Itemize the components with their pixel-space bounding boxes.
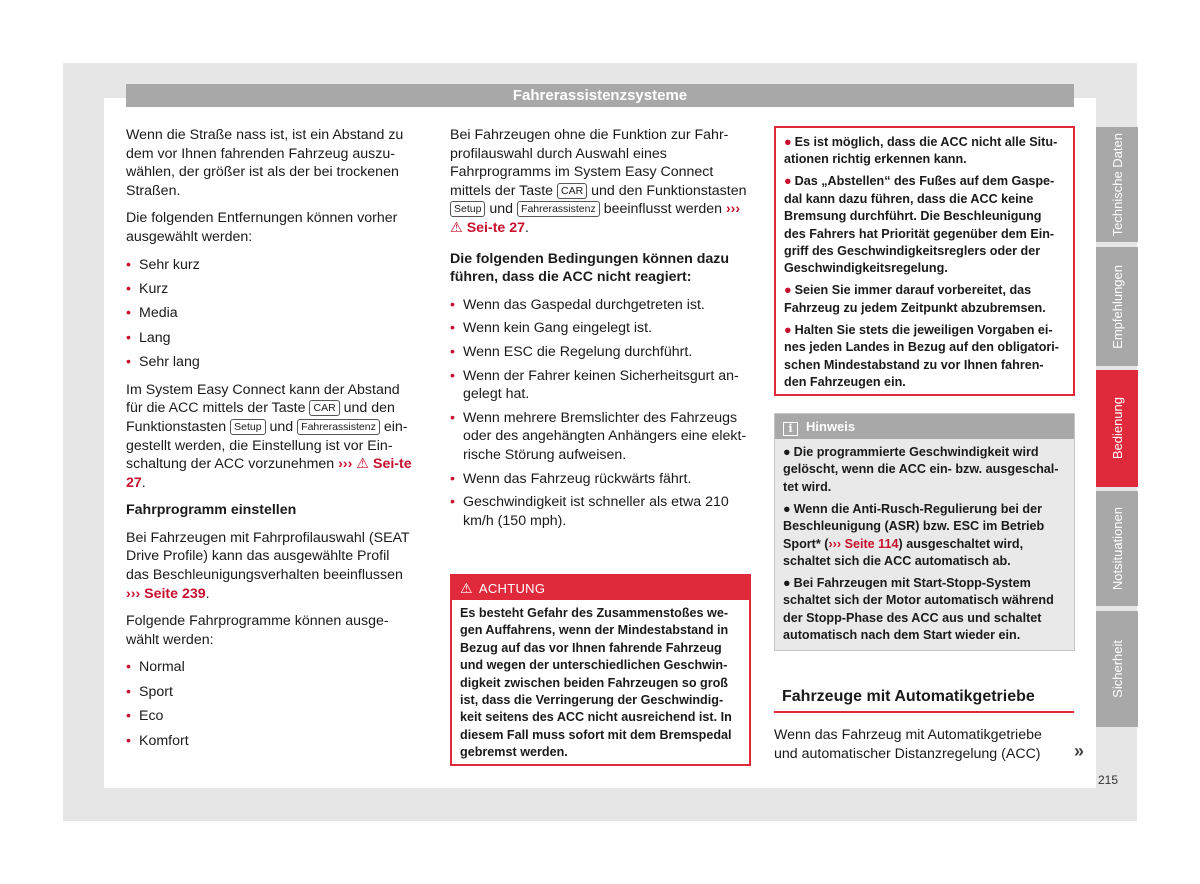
car-key-icon: CAR: [309, 400, 339, 416]
text-span: und: [489, 201, 514, 218]
hinweis-item: [783, 575, 1066, 645]
subheading-fahrprogramm: Fahrprogramm einstellen: [126, 502, 297, 519]
text-span: Bei Fahrzeugen ohne die Funktion zur Fahr-profilauswahl durch Auswahl eines Fahrprogramms im System Easy Connect mittels der Taste: [450, 127, 729, 199]
text-span: und: [269, 418, 294, 435]
page-reference-link[interactable]: Seite 239: [144, 585, 206, 602]
warning-book-icon: ⚠: [450, 219, 463, 236]
setup-key-icon: Setup: [230, 419, 265, 435]
tab-label: Empfehlungen: [1109, 264, 1125, 349]
hinweis-list: [775, 439, 1074, 654]
warning-item: [784, 173, 1065, 277]
hinweis-text: Bei Fahrzeugen mit Start-Stopp-System schaltet sich der Motor automatisch während der Stopp-Phase des ACC aus und schaltet automatisch nach dem Start wieder ein.: [783, 576, 1054, 643]
list-item: • Sport: [126, 683, 416, 702]
hinweis-text: Die programmierte Geschwindigkeit wird gelöscht, wenn die ACC ein- bzw. ausgeschal-tet wird.: [783, 445, 1059, 494]
tab-sicherheit[interactable]: [1096, 611, 1138, 727]
text-span: beeinflusst werden: [603, 201, 722, 218]
page-number: 215: [1098, 773, 1119, 787]
text-span: Im System Easy Connect kann der Abstand für die ACC mittels der Taste: [126, 381, 400, 417]
bullet-icon: ●: [784, 174, 792, 189]
paragraph-wet-road: Wenn die Straße nass ist, ist ein Abstand zu dem vor Ihnen fahrenden Fahrzeug auszu-wählen, der größer ist als der bei trockenen Straßen.: [126, 127, 404, 199]
list-item: • Eco: [126, 707, 416, 726]
paragraph-easy-connect: Im System Easy Connect kann der Abstand für die ACC mittels der Taste CAR und den Funktionstasten Setup und Fahrerassistenz ein-gestellt werden, die Einstellung ist vor Ein-schaltung der ACC vorzunehmen ››› ⚠ Sei-te 27.: [126, 381, 412, 491]
list-item: • Wenn der Fahrer keinen Sicherheitsgurt an-gelegt hat.: [450, 367, 750, 404]
list-item: • Lang: [126, 329, 416, 348]
warning-text: Seien Sie immer darauf vorbereitet, das Fahrzeug zu jedem Zeitpunkt abzubremsen.: [784, 283, 1046, 315]
text-span: ein-gestellt werden, die Einstellung ist vor Ein-schaltung der ACC vorzunehmen: [126, 418, 408, 473]
paragraph-no-profile: Bei Fahrzeugen ohne die Funktion zur Fahr-profilauswahl durch Auswahl eines Fahrprogramms im System Easy Connect mittels der Taste CAR und den Funktionstasten Setup und Fahrerassistenz beeinflusst werden ››› ⚠ Sei-te 27.: [450, 127, 747, 236]
page-reference-link[interactable]: Sei-te 27: [466, 219, 526, 236]
page-reference-link[interactable]: Seite 114: [844, 536, 899, 551]
list-item: • Sehr lang: [126, 353, 416, 372]
warning-list: [784, 134, 1065, 391]
achtung-warning-box: [450, 574, 751, 766]
list-item: • Wenn das Gaspedal durchgetreten ist.: [450, 296, 750, 315]
car-key-icon: CAR: [557, 183, 587, 199]
list-item: • Sehr kurz: [126, 256, 416, 275]
warning-text: Halten Sie stets die jeweiligen Vorgaben ei-nes jeden Landes in Bezug auf den obligatori-schen Mindestabstand zu vor Ihnen fahren-den Fahrzeugen ein.: [784, 322, 1059, 390]
warning-item: [784, 134, 1065, 169]
hinweis-text: ) ausgeschaltet wird, schaltet sich die ACC automatisch ab.: [783, 536, 1024, 569]
hinweis-header: [775, 414, 1074, 439]
hinweis-item: [783, 444, 1066, 496]
bullet-icon: ●: [783, 501, 791, 516]
paragraph-drive-profile: Bei Fahrzeugen mit Fahrprofilauswahl (SEAT Drive Profile) kann das ausgewählte Profil das Beschleunigungsverhalten beeinflussen ››› Seite 239.: [126, 529, 410, 602]
text-span: und den Funktionstasten: [126, 400, 395, 435]
list-item: • Media: [126, 304, 416, 323]
bullet-icon: ●: [784, 135, 792, 149]
warning-text: Das „Abstellen“ des Fußes auf dem Gaspe-dal kann dazu führen, dass die ACC keine Bremsung durchführt. Die Beschleunigung des Fahrers hat Priorität gegenüber dem Ein-griff des Geschwindigkeitsreglers oder der Geschwindigkeitsregelung.: [784, 174, 1055, 276]
tab-technische-daten[interactable]: [1096, 127, 1138, 242]
achtung-header: [452, 576, 749, 600]
reference-arrow-icon: ›››: [828, 536, 842, 551]
fahrerassistenz-key-icon: Fahrerassistenz: [517, 201, 600, 217]
paragraph-distances-intro: Die folgenden Entfernungen können vorher ausgewählt werden:: [126, 210, 398, 245]
list-item: • Geschwindigkeit ist schneller als etwa 210 km/h (150 mph).: [450, 493, 750, 530]
list-item: • Normal: [126, 658, 416, 677]
section-text: Wenn das Fahrzeug mit Automatikgetriebe und automatischer Distanzregelung (ACC): [774, 727, 1042, 762]
reference-arrow-icon: ›››: [338, 456, 353, 473]
hinweis-note-box: [774, 413, 1075, 651]
list-item: • Kurz: [126, 280, 416, 299]
distance-list: [126, 256, 416, 372]
hinweis-text: Wenn die Anti-Rusch-Regulierung bei der Beschleunigung (ASR) bzw. ESC im Betrieb Sport* (: [783, 501, 1045, 551]
text-span: und den Funktionstasten: [591, 182, 747, 199]
tab-label: Sicherheit: [1109, 640, 1125, 698]
list-item: • Wenn das Fahrzeug rückwärts fährt.: [450, 470, 750, 489]
warning-item: [784, 282, 1065, 317]
reference-arrow-icon: ›››: [725, 201, 741, 218]
warning-text: Es ist möglich, dass die ACC nicht alle Situ-ationen richtig erkennen kann.: [784, 135, 1058, 167]
program-list: [126, 658, 416, 750]
text-span: Bei Fahrzeugen mit Fahrprofilauswahl (SEAT Drive Profile) kann das ausgewählte Profil das Beschleunigungsverhalten beeinflussen: [126, 529, 410, 584]
tab-empfehlungen[interactable]: [1096, 247, 1138, 366]
conditions-list: [450, 296, 750, 531]
section-heading: Fahrzeuge mit Automatikgetriebe: [774, 688, 1074, 713]
hinweis-label: Hinweis: [806, 419, 856, 434]
tab-bedienung[interactable]: [1096, 370, 1138, 487]
fahrerassistenz-key-icon: Fahrerassistenz: [297, 419, 380, 435]
setup-key-icon: Setup: [450, 201, 485, 217]
achtung-label: ACHTUNG: [478, 581, 546, 596]
warning-continuation-box: [774, 126, 1075, 396]
bullet-icon: ●: [783, 576, 791, 591]
bullet-icon: ●: [784, 322, 792, 337]
warning-book-icon: ⚠: [356, 456, 370, 473]
column-middle: [450, 126, 750, 539]
continue-icon: »: [1074, 741, 1085, 761]
paragraph-programs-intro: Folgende Fahrprogramme können ausge-wählt werden:: [126, 613, 389, 648]
bullet-icon: ●: [784, 283, 792, 298]
achtung-text: Es besteht Gefahr des Zusammenstoßes we-gen Auffahrens, wenn der Mindestabstand in Bezug auf das vor Ihnen fahrende Fahrzeug und wegen der unterschiedlichen Geschwin-digkeit zwischen beiden Fahrzeugen so groß ist, dass die Verringerung der Geschwindig-keit seitens des ACC nicht ausreichend ist. In diesem Fall muss sofort mit dem Bremspedal gebremst werden.: [460, 606, 732, 760]
subheading-conditions: Die folgenden Bedingungen können dazu führen, dass die ACC nicht reagiert:: [450, 250, 730, 286]
bullet-icon: ●: [783, 445, 791, 459]
tab-label: Technische Daten: [1109, 132, 1125, 237]
reference-arrow-icon: ›››: [126, 585, 141, 602]
list-item: • Wenn ESC die Regelung durchführt.: [450, 343, 750, 362]
warning-item: [784, 322, 1065, 392]
chapter-header: Fahrerassistenzsysteme: [126, 84, 1074, 107]
info-icon: i: [783, 422, 798, 436]
column-left: [126, 126, 416, 759]
hinweis-item: [783, 501, 1066, 571]
list-item: • Wenn mehrere Bremslichter des Fahrzeugs oder des angehängten Anhängers eine elekt-rische Störung aufweisen.: [450, 409, 750, 465]
warning-triangle-icon: ⚠: [460, 580, 473, 596]
tab-notsituationen[interactable]: [1096, 491, 1138, 606]
list-item: • Komfort: [126, 732, 416, 751]
list-item: • Wenn kein Gang eingelegt ist.: [450, 319, 750, 338]
tab-label: Notsituationen: [1109, 506, 1125, 591]
tab-label: Bedienung: [1109, 397, 1125, 460]
page-reference-link[interactable]: Sei-te 27: [126, 456, 412, 491]
